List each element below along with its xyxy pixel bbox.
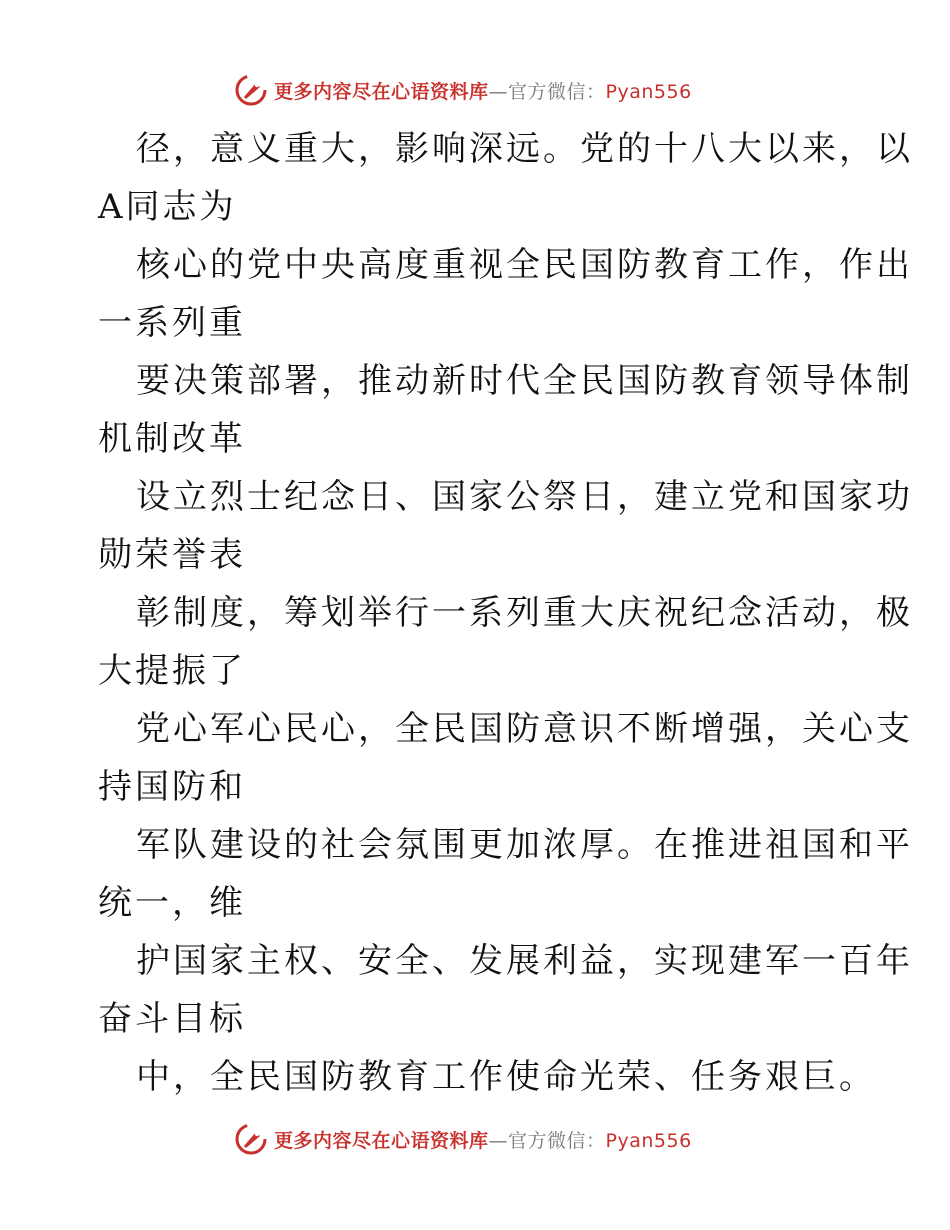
text-line: A同志为	[98, 187, 237, 227]
footer-wechat-label: 官方微信：	[508, 1129, 606, 1152]
text-line: 大提振了	[98, 651, 246, 691]
text-line: 一系列重	[98, 303, 246, 343]
header-wechat-label: 官方微信：	[508, 80, 606, 103]
footer-brand-text: 更多内容尽在心语资料库	[274, 1129, 489, 1152]
header-banner-text	[274, 77, 692, 104]
header-separator: —	[488, 80, 509, 103]
footer-banner-text	[274, 1126, 692, 1153]
text-line: 要决策部署，推动新时代全民国防教育领导体制	[136, 361, 913, 401]
pen-nib-logo-icon	[234, 1122, 268, 1156]
header-brand-text: 更多内容尽在心语资料库	[274, 80, 489, 103]
text-line: 彰制度，筹划举行一系列重大庆祝纪念活动，极	[136, 593, 913, 633]
text-line: 护国家主权、安全、发展利益，实现建军一百年	[136, 941, 913, 981]
text-line: 统一，维	[98, 883, 246, 923]
text-line: 奋斗目标	[98, 999, 246, 1039]
text-line: 持国防和	[98, 767, 246, 807]
header-watermark-banner	[234, 72, 692, 108]
footer-wechat-id: Pyan556	[605, 1129, 692, 1152]
text-line: 党心军心民心，全民国防意识不断增强，关心支	[136, 709, 913, 749]
footer-separator: —	[488, 1129, 509, 1152]
footer-watermark-banner	[234, 1121, 692, 1157]
text-line: 勋荣誉表	[98, 535, 246, 575]
text-line: 径，意义重大，影响深远。党的十八大以来，以	[136, 129, 913, 169]
header-wechat-id: Pyan556	[605, 80, 692, 103]
text-line: 设立烈士纪念日、国家公祭日，建立党和国家功	[136, 477, 913, 517]
text-line: 机制改革	[98, 419, 246, 459]
text-line: 军队建设的社会氛围更加浓厚。在推进祖国和平	[136, 825, 913, 865]
text-line: 中，全民国防教育工作使命光荣、任务艰巨。	[136, 1057, 876, 1097]
document-body	[98, 120, 913, 1106]
pen-nib-logo-icon	[234, 73, 268, 107]
text-line: 核心的党中央高度重视全民国防教育工作，作出	[136, 245, 913, 285]
